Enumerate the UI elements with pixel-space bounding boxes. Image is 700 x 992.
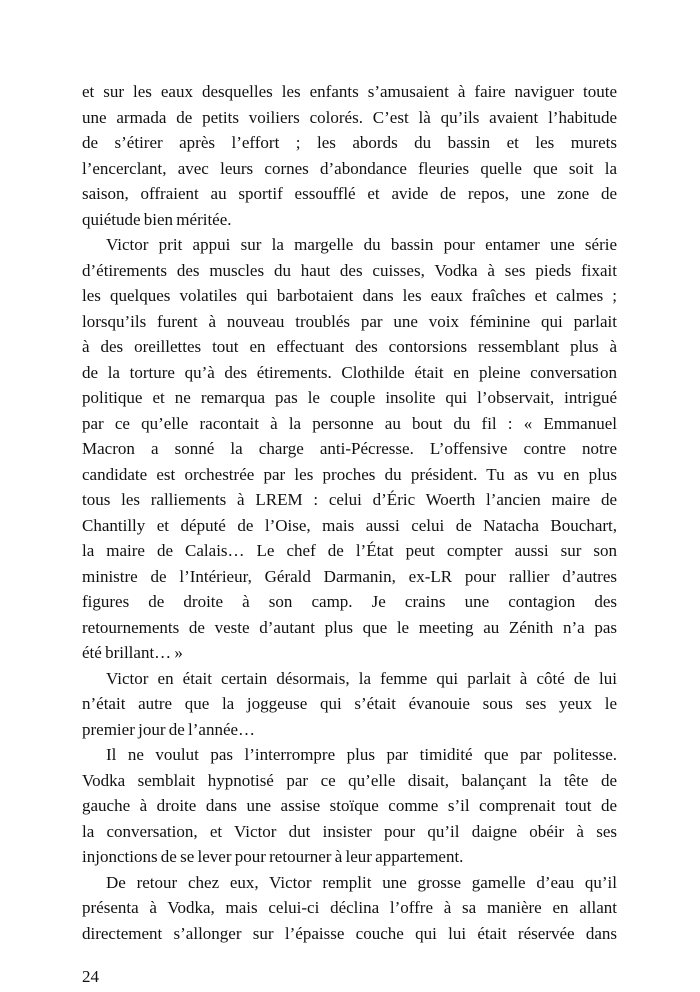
text-line: une armada de petits voiliers colorés. C’est là qu’ils avaient l’habitude: [82, 107, 617, 127]
text-line: présenta à Vodka, mais celui-ci déclina l’offre à sa manière en allant: [82, 898, 617, 917]
paragraph: [82, 742, 617, 870]
text-line: n’était autre que la joggeuse qui s’était évanouie sous ses yeux le: [82, 694, 617, 713]
paragraph: [82, 79, 617, 232]
text-line: et sur les eaux desquelles les enfants s’amusaient à faire naviguer toute: [82, 82, 617, 101]
text-line: l’encerclant, avec leurs cornes d’abondance fleuries quelle que soit la: [82, 158, 617, 178]
text-line: injonctions de se lever pour retourner à leur appartement.: [82, 847, 464, 866]
page: [82, 79, 617, 990]
text-line: figures de droite à son camp. Je crains une contagion des: [82, 592, 617, 611]
text-line: tous les ralliements à LREM : celui d’Éric Woerth l’ancien maire de: [82, 490, 617, 509]
paragraph: [82, 232, 617, 666]
text-line: Victor prit appui sur la margelle du bassin pour entamer une série: [106, 235, 617, 254]
text-line: Il ne voulut pas l’interrompre plus par timidité que par politesse.: [106, 745, 617, 764]
paragraph: [82, 666, 617, 743]
text-line: lorsqu’ils furent à nouveau troublés par une voix féminine qui parlait: [82, 311, 617, 331]
text-line: de la torture qu’à des étirements. Clothilde était en pleine conversation: [82, 362, 617, 382]
text-line: la conversation, et Victor dut insister pour qu’il daigne obéir à ses: [82, 821, 617, 841]
text-line: Vodka semblait hypnotisé par ce qu’elle disait, balançant la tête de: [82, 770, 617, 790]
text-line: premier jour de l’année…: [82, 719, 256, 739]
text-line: été brillant… »: [82, 643, 183, 662]
text-line: à des oreillettes tout en effectuant des contorsions ressemblant plus à: [82, 337, 617, 356]
text-line: Victor en était certain désormais, la femme qui parlait à côté de lui: [106, 668, 617, 688]
page-body: [82, 79, 617, 946]
text-line: De retour chez eux, Victor remplit une grosse gamelle d’eau qu’il: [106, 872, 617, 892]
paragraph: [82, 870, 617, 947]
text-line: ministre de l’Intérieur, Gérald Darmanin, ex-LR pour rallier d’autres: [82, 566, 617, 586]
text-line: de s’étirer après l’effort ; les abords du bassin et les murets: [82, 133, 617, 152]
text-line: quiétude bien méritée.: [82, 209, 232, 229]
text-line: candidate est orchestrée par les proches du président. Tu as vu en plus: [82, 464, 617, 484]
text-line: la maire de Calais… Le chef de l’État peut compter aussi sur son: [82, 541, 617, 560]
text-line: saison, offraient au sportif essoufflé et avide de repos, une zone de: [82, 184, 617, 203]
page-number: 24: [82, 967, 99, 986]
text-line: directement s’allonger sur l’épaisse couche qui lui était réservée dans: [82, 923, 617, 943]
text-line: politique et ne remarqua pas le couple insolite qui l’observait, intrigué: [82, 388, 617, 407]
text-line: Macron a sonné la charge anti-Pécresse. L’offensive contre notre: [82, 439, 617, 458]
text-line: par ce qu’elle racontait à la personne au bout du fil : « Emmanuel: [82, 413, 617, 433]
text-line: gauche à droite dans une assise stoïque comme s’il comprenait tout de: [82, 796, 617, 815]
text-line: les quelques volatiles qui barbotaient dans les eaux fraîches et calmes ;: [82, 286, 617, 305]
text-line: d’étirements des muscles du haut des cuisses, Vodka à ses pieds fixait: [82, 260, 617, 280]
text-line: Chantilly et député de l’Oise, mais aussi celui de Natacha Bouchart,: [82, 515, 617, 535]
text-line: retournements de veste d’autant plus que le meeting au Zénith n’a pas: [82, 617, 617, 637]
